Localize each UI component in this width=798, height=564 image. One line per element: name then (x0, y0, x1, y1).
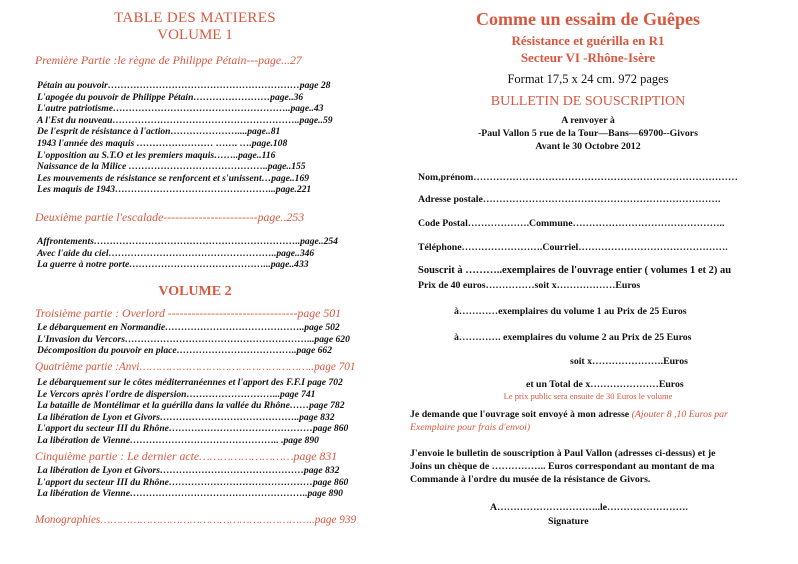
subscribe-volume1[interactable]: à…………exemplaires du volume 1 au Prix de 25 Euros (454, 306, 687, 317)
postal-code-field[interactable]: Code Postal……………….Commune……………………………………….. (418, 218, 725, 229)
toc-item: L'apogée du pouvoir de Philippe Pétain……………………page..36 (37, 91, 304, 103)
toc-item: La libération de Lyon et Givors……………………………………..page 832 (37, 411, 335, 423)
toc-item: Naissance de la Milice ……………………………………..page..155 (37, 161, 306, 173)
deadline: Avant le 30 Octobre 2012 (535, 141, 641, 152)
place-date-field[interactable]: A…………………………..le……………………. (490, 502, 688, 513)
toc-item: La libération de Vienne………………………………………………..page 890 (37, 488, 343, 500)
part3-list (37, 322, 350, 357)
part2-heading: Deuxième partie l'escalade------------------------page..253 (35, 210, 305, 224)
toc-item: Pétain au pouvoir……………………………………………………page 28 (37, 80, 331, 91)
subtotal-line[interactable]: soit x………………….Euros (570, 356, 688, 367)
part5-list (37, 465, 348, 500)
part1-heading: Première Partie :le règne de Philippe Pétain---page...27 (35, 53, 302, 67)
book-subtitle-1: Résistance et guérilla en R1 (511, 33, 665, 48)
name-field[interactable]: Nom,prénom……………………………………………………………………… (418, 172, 738, 183)
bulletin-title: BULLETIN DE SOUSCRIPTION (490, 94, 686, 109)
toc-item: La libération de Vienne……………………………………….. .page 890 (37, 434, 319, 446)
cheque-paragraph-3: Commande à l'ordre du musée de la résistance de Givors. (410, 474, 651, 485)
book-subtitle-2: Secteur VI -Rhône-Isère (520, 50, 656, 65)
toc-title: TABLE DES MATIERES (114, 10, 276, 26)
volume2-title: VOLUME 2 (158, 284, 232, 299)
part1-list (37, 80, 333, 196)
toc-item: Affrontements………………………………………………………..page..254 (37, 236, 338, 247)
volume1-title: VOLUME 1 (157, 27, 233, 43)
shipping-fee-note: (Ajouter 8 ,10 Euros par (631, 409, 728, 420)
toc-item: Les mouvements de résistance se renforcent et s'unissent…page..169 (37, 172, 310, 184)
phone-email-field[interactable]: Téléphone…………………….Courriel………………………………………. (418, 242, 728, 253)
subscribe-volume2[interactable]: à…………. exemplaires du volume 2 au Prix de 25 Euros (454, 332, 692, 343)
toc-item: Le débarquement en Normandie……………………………………..page 502 (37, 322, 340, 333)
return-to-label: A renvoyer à (561, 115, 615, 126)
toc-item: De l'esprit de résistance à l'action…………………....page..81 (37, 126, 281, 138)
signature-label: Signature (548, 516, 589, 527)
toc-item: Avec l'aide du ciel……………………………………………..page..346 (37, 247, 315, 259)
part5-heading: Cinquième partie : Le dernier acte………………………page 831 (35, 449, 338, 463)
monographies-heading: Monographies………………………………………………………..page 939 (35, 514, 357, 526)
toc-item: La guerre à notre porte……………………………………...page..433 (37, 259, 309, 271)
toc-item: A l'Est du nouveau…………………………………………………..page..59 (37, 114, 333, 126)
toc-item: L'apport du secteur III du Rhône………………………………………page 860 (37, 476, 349, 488)
toc-item: L'autre patriotisme………………………………………………..page..43 (37, 103, 324, 115)
subscribe-full-line[interactable]: Souscrit à ………..exemplaires de l'ouvrage entier ( volumes 1 et 2) au (418, 265, 732, 276)
return-address: -Paul Vallon 5 rue de la Tour—Bans—69700--Givors (478, 128, 698, 139)
part3-heading: Troisième partie : Overlord ---------------------------------page 501 (35, 306, 342, 320)
cheque-paragraph-1: J'envoie le bulletin de souscription à Paul Vallon (adresses ci-dessus) et je (410, 448, 716, 459)
toc-item: La bataille de Montélimar et la guérilla dans la vallée du Rhône……page 782 (37, 400, 345, 412)
toc-item: Les maquis de 1943…………………………………………...page.221 (37, 184, 312, 196)
toc-item: Le débarquement sur le côtes méditerranéennes et l'apport des F.F.I page 702 (37, 377, 343, 388)
toc-item: L'apport du secteur III du Rhône………………………………………page 860 (37, 423, 349, 435)
toc-item: La libération de Lyon et Givors………………………………………page 832 (37, 465, 340, 476)
shipping-request-text: Je demande que l'ouvrage soit envoyé à mon adresse (410, 409, 630, 420)
part2-list (37, 236, 338, 271)
shipping-request (410, 409, 728, 420)
cheque-paragraph-2[interactable]: Joins un chèque de …………….. Euros correspondant au montant de ma (410, 461, 715, 472)
toc-item: 1943 l'année des maquis …………………… ……. ….page.108 (37, 137, 288, 149)
shipping-fee-note-2: Exemplaire pour frais d'envoi) (410, 422, 531, 433)
part4-list (37, 377, 348, 447)
address-field[interactable]: Adresse postale………………………………………………………………. (418, 194, 721, 205)
subscribe-full-price[interactable]: Prix de 40 euros……………soit x………………Euros (418, 280, 641, 291)
book-title: Comme un essaim de Guêpes (476, 9, 700, 29)
toc-item: L'Invasion du Vercors…………………………………………………...page 620 (37, 333, 350, 345)
toc-item: Le Vercors après l'ordre de dispersion………………………...page 741 (37, 388, 316, 400)
toc-item: L'opposition au S.T.O et les premiers maquis……..page..116 (37, 149, 276, 161)
total-line[interactable]: et un Total de x…………………Euros (526, 379, 684, 390)
toc-item: Décomposition du pouvoir en place………………………………..page 662 (37, 345, 332, 357)
book-format: Format 17,5 x 24 cm. 972 pages (507, 72, 669, 86)
public-price-note: Le prix public sera ensuite de 30 Euros le volume (503, 391, 673, 401)
part4-heading: Quatrième partie :Anvi……………………………………………..page 701 (35, 361, 356, 373)
